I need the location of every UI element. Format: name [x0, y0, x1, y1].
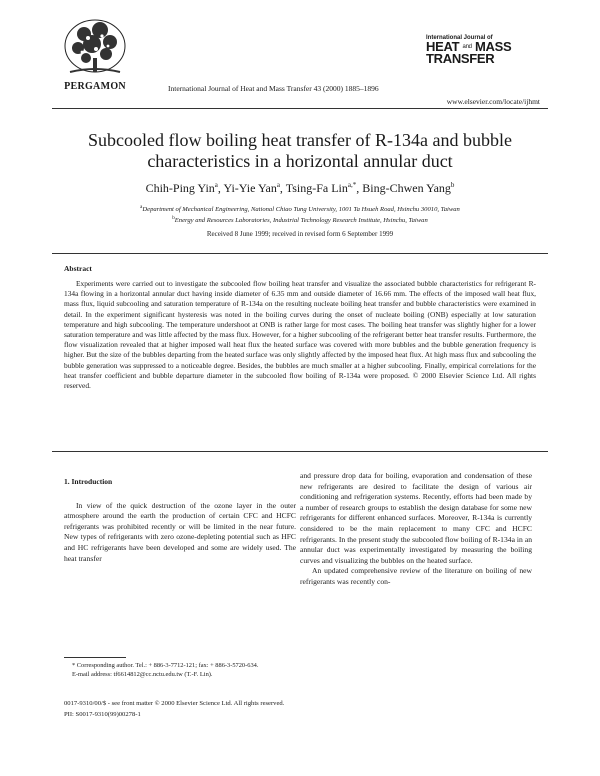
intro-paragraph-1: In view of the quick destruction of the ozone layer in the outer atmosphere around the earth the production of certain CFC and HCFC refrigerants was prohibited recently or will be limited in the near future. New types of refrigerants with zero ozone-depleting potential such as HFC and HC refrigerants have been developed and some are widely used. The heat transfer: [64, 500, 296, 563]
received-dates: Received 8 June 1999; received in revised form 6 September 1999: [206, 230, 394, 238]
footnote-divider: [64, 657, 126, 658]
intro-paragraph-3: An updated comprehensive review of the literature on boiling of new refrigerants was recently con-: [300, 566, 532, 586]
brand-mass: MASS: [474, 39, 512, 54]
brand-heat: HEAT: [426, 39, 460, 54]
journal-citation: International Journal of Heat and Mass Transfer 43 (2000) 1885–1896: [168, 84, 379, 93]
pii-line: PII: S0017-9310(99)00278-1: [64, 710, 141, 718]
author-affil-mark: a: [276, 181, 280, 189]
tree-logo-icon: [60, 16, 130, 78]
title-line-1: Subcooled flow boiling heat transfer of R-134a and bubble: [88, 130, 512, 150]
author-name: Yi-Yie Yan: [223, 181, 277, 195]
footnote-email: E-mail address: tf6614812@cc.nctu.edu.tw (T.-F. Lin).: [72, 671, 213, 678]
author-separator: ,: [279, 181, 286, 195]
affiliation-a: [52, 203, 548, 214]
copyright-footer: [64, 699, 284, 720]
affiliations: [52, 203, 548, 225]
paper-title: [52, 130, 548, 172]
journal-brand-logo: [426, 35, 536, 67]
author-name: Tsing-Fa Lin: [285, 181, 348, 195]
author-affil-mark: a,*: [347, 181, 357, 189]
affiliation-mark: b: [172, 216, 175, 222]
publisher-name: PERGAMON: [64, 81, 126, 92]
footnote: [64, 661, 296, 679]
author-name: Chih-Ping Yin: [145, 181, 215, 195]
brand-transfer: TRANSFER: [426, 51, 495, 67]
affiliation-mark: a: [140, 205, 143, 210]
author-separator: ,: [356, 181, 363, 195]
affiliation-text: Department of Mechanical Engineering, National Chiao Tung University, 1001 Ta Hsueh Road, Hsinchu 30010, Taiwan: [142, 206, 460, 214]
brand-subtitle: International Journal of: [426, 35, 493, 41]
affiliation-text: Energy and Resources Laboratories, Industrial Technology Research Institute, Hsinchu, Taiwan: [174, 217, 428, 225]
author-affil-mark: a: [214, 181, 218, 189]
title-line-2: characteristics in a horizontal annular duct: [147, 151, 453, 171]
section-heading-introduction: 1. Introduction: [64, 477, 113, 486]
affiliation-b: [52, 214, 548, 225]
issn-line: 0017-9310/00/$ - see front matter © 2000 Elsevier Science Ltd. All rights reserved.: [64, 700, 285, 707]
left-column: [64, 477, 296, 564]
intro-paragraph-2: and pressure drop data for boiling, evaporation and condensation of these new refrigerants are desired to facilitate the design of various air conditioning and refrigeration systems. Recently, efforts had been made by a number of research groups to establish the design database for some new refrigerants for different enhanced surfaces. Moreover, R-134a is currently considered to be the main replacement to many CFC and HCFC refrigerants. In the present study the subcooled flow boiling of R-134a in an annular duct was experimentally investigated by measuring the boiling curves and visualizing the bubbles on the heated surface.: [300, 471, 532, 565]
abstract-bottom-divider: [52, 451, 548, 452]
journal-url-link[interactable]: www.elsevier.com/locate/ijhmt: [446, 97, 540, 106]
header-divider: [52, 108, 548, 109]
author-list: [52, 181, 548, 196]
author-name: Bing-Chwen Yang: [362, 181, 451, 195]
abstract-text: Experiments were carried out to investigate the subcooled flow boiling heat transfer and visualize the associated bubble characteristics for refrigerant R-134a flowing in a horizontal annular duct having inside diameter of 6.35 mm and outside diameter of 16.66 mm. The effects of the imposed wall heat flux, mass flux, liquid subcooling and saturation temperature of R-134a on the resulting nucleate boiling heat transfer and bubble characteristics were examined in detail. In the experiment significant hysteresis was noted in the boiling curves during the onset of nucleate boiling (ONB) especially at low saturation temperature and high subcooling. The temperature undershoot at ONB is rather large for most cases. The boiling heat transfer was slightly higher for a lower saturation temperature and was little affected by the mass flux. However, for a higher subcooling of the refrigerant better heat transfer results. Furthermore, the flow visualization revealed that at higher imposed wall heat flux the heated surface was covered with more bubbles and the bubble generation frequency is higher. But the size of the bubbles departing from the heated surface was only slightly affected by the imposed heat flux. At high mass flux and subcooling the bubble generation was suppressed to a noticeable degree. Besides, the bubbles are much smaller at a higher subcooling. Finally, empirical correlations for the heat transfer coefficient and bubble departure diameter in the subcooled flow boiling of R-134a were proposed. © 2000 Elsevier Science Ltd. All rights reserved.: [64, 279, 536, 391]
author-separator: ,: [217, 181, 224, 195]
abstract-heading: Abstract: [64, 264, 92, 273]
brand-and: and: [462, 44, 472, 51]
abstract-top-divider: [52, 253, 548, 254]
footnote-corresponding-author: * Corresponding author. Tel.: + 886-3-7712-121; fax: + 886-3-5720-634.: [72, 662, 259, 669]
right-column: [300, 471, 532, 588]
author-affil-mark: b: [450, 181, 455, 189]
